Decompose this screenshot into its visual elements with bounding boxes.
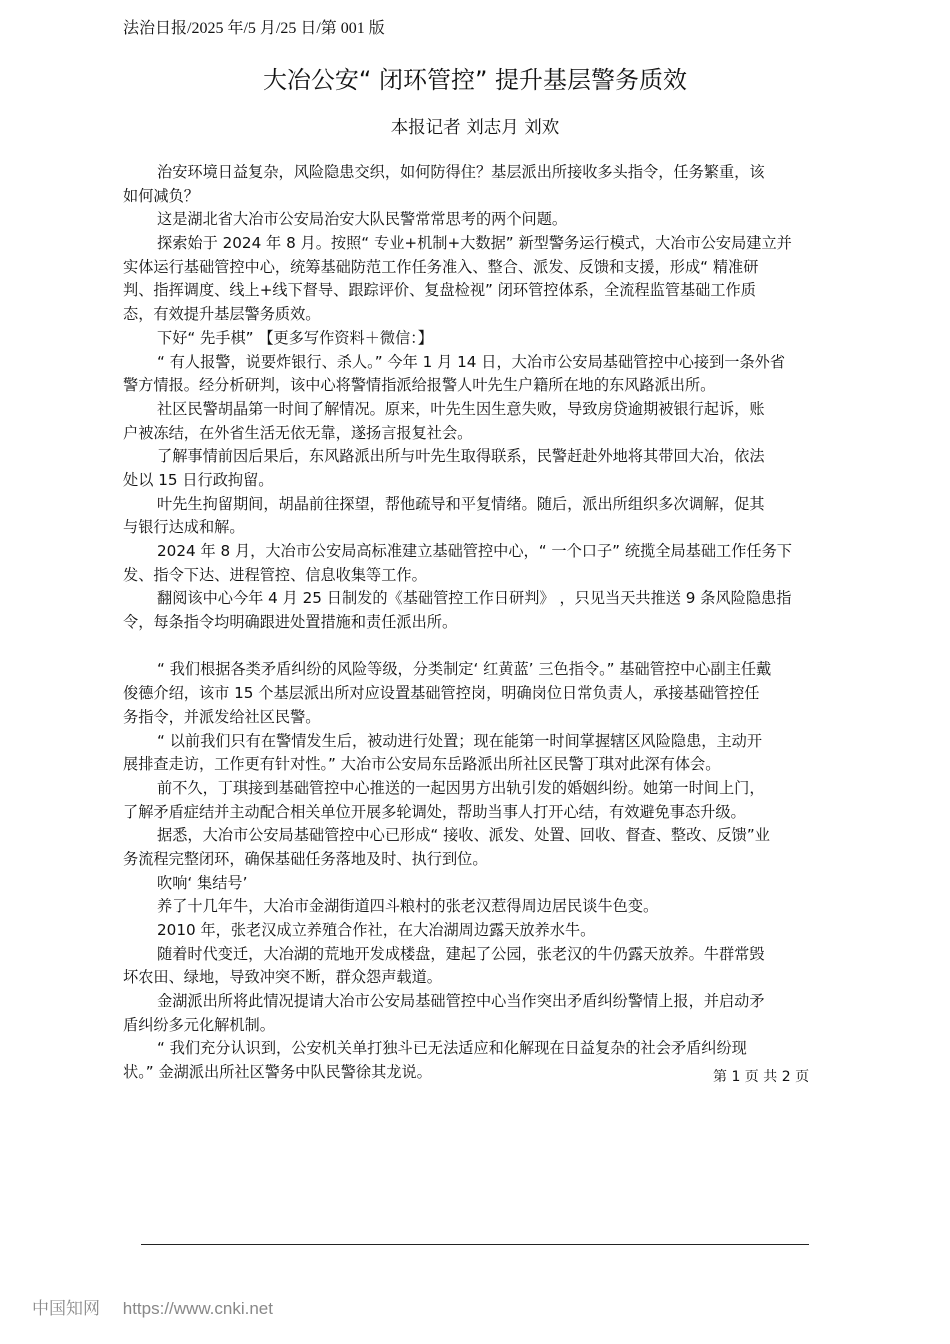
body-line: 户被冻结，在外省生活无依无靠，遂扬言报复社会。 — [123, 423, 473, 442]
body-line: 判、指挥调度、线上+线下督导、跟踪评价、复盘检视” 闭环管控体系，全流程监管基础工作质 — [123, 281, 756, 300]
body-line: 社区民警胡晶第一时间了解情况。原来，叶先生因生意失败，导致房贷逾期被银行起诉，账 — [157, 399, 765, 418]
body-line: 处以 15 日行政拘留。 — [123, 470, 274, 489]
body-line: 翻阅该中心今年 4 月 25 日制发的《基础管控工作日研判》 ，只见当天共推送 9 条风险隐患指 — [157, 589, 792, 608]
body-line: 务指令，并派发给社区民警。 — [123, 707, 321, 726]
body-line: 展排查走访，工作更有针对性。” 大冶市公安局东岳路派出所社区民警丁琪对此深有体会。 — [123, 755, 721, 774]
body-line: 状。” 金湖派出所社区警务中队民警徐其龙说。 — [123, 1063, 432, 1082]
body-line: 盾纠纷多元化解机制。 — [123, 1015, 275, 1034]
body-line: 了解事情前因后果后，东风路派出所与叶先生取得联系，民警赶赴外地将其带回大冶，依法 — [157, 447, 765, 466]
body-line: 警方情报。经分析研判，该中心将警情指派给报警人叶先生户籍所在地的东风路派出所。 — [123, 376, 716, 395]
page-number: 第 1 页 共 2 页 — [713, 1069, 810, 1085]
body-line: 如何减负？ — [123, 186, 199, 205]
body-line: 治安环境日益复杂，风险隐患交织，如何防得住？基层派出所接收多头指令，任务繁重，该 — [157, 163, 765, 181]
body-line: 令，每条指令均明确跟进处置措施和责任派出所。 — [123, 613, 458, 632]
body-line: 养了十几年牛，大冶市金湖街道四斗粮村的张老汉惹得周边居民谈牛色变。 — [157, 897, 659, 916]
publication-source: 法治日报/2025 年/5 月/25 日/第 001 版 — [123, 20, 385, 37]
body-line: “ 以前我们只有在警情发生后，被动进行处置；现在能第一时间掌握辖区风险隐患，主动开 — [157, 731, 763, 750]
body-line: 态，有效提升基层警务质效。 — [123, 305, 321, 324]
body-line: 发、指令下达、进程管控、信息收集等工作。 — [123, 565, 427, 584]
body-line: 叶先生拘留期间，胡晶前往探望，帮他疏导和平复情绪。随后，派出所组织多次调解，促其 — [157, 494, 765, 513]
body-line: 这是湖北省大冶市公安局治安大队民警常常思考的两个问题。 — [157, 210, 568, 229]
footer-divider — [141, 1244, 809, 1245]
body-line: 探索始于 2024 年 8 月。按照“ 专业+机制+大数据” 新型警务运行模式，大冶市公安局建立并 — [157, 234, 792, 253]
body-line: 金湖派出所将此情况提请大冶市公安局基础管控中心当作突出矛盾纠纷警情上报，并启动矛 — [157, 992, 765, 1011]
body-line: 务流程完整闭环，确保基础任务落地及时、执行到位。 — [123, 849, 488, 868]
cnki-logo: 中国知网 — [32, 1299, 100, 1318]
body-line: 下好“ 先手棋” 【更多写作资料＋微信：】 — [157, 328, 433, 347]
body-line: “ 我们充分认识到，公安机关单打独斗已无法适应和化解现在日益复杂的社会矛盾纠纷现 — [157, 1039, 747, 1058]
body-line: 俊德介绍，该市 15 个基层派出所对应设置基础管控岗，明确岗位日常负责人，承接基础管控任 — [123, 684, 760, 703]
body-line: 吹响‘ 集结号’ — [157, 873, 248, 892]
body-line: 坏农田、绿地，导致冲突不断，群众怨声载道。 — [123, 968, 442, 987]
blank-line — [123, 635, 833, 659]
body-line: 2024 年 8 月，大冶市公安局高标准建立基础管控中心，“ 一个口子” 统揽全局基础工作任务下 — [157, 542, 792, 560]
cnki-footer — [32, 1294, 273, 1319]
body-line: 据悉，大冶市公安局基础管控中心已形成“ 接收、派发、处置、回收、督查、整改、反馈”业 — [157, 826, 770, 845]
article-body — [123, 161, 833, 1085]
body-line: 了解矛盾症结并主动配合相关单位开展多轮调处，帮助当事人打开心结，有效避免事态升级。 — [123, 802, 746, 821]
body-line: 实体运行基础管控中心，统筹基础防范工作任务准入、整合、派发、反馈和支援，形成“ 精准研 — [123, 257, 759, 276]
body-line: 与银行达成和解。 — [123, 518, 245, 537]
body-line: “ 我们根据各类矛盾纠纷的风险等级，分类制定‘ 红黄蓝’ 三色指令。” 基础管控中心副主任戴 — [157, 660, 772, 679]
body-line: “ 有人报警，说要炸银行、杀人。” 今年 1 月 14 日，大冶市公安局基础管控中心接到一条外省 — [157, 352, 786, 371]
article-title: 大冶公安“ 闭环管控” 提升基层警务质效 — [262, 66, 688, 94]
body-line: 2010 年，张老汉成立养殖合作社，在大冶湖周边露天放养水牛。 — [157, 921, 596, 939]
article-byline: 本报记者 刘志月 刘欢 — [390, 118, 560, 138]
cnki-url[interactable]: https://www.cnki.net — [122, 1299, 273, 1318]
body-line: 随着时代变迁，大冶湖的荒地开发成楼盘，建起了公园，张老汉的牛仍露天放养。牛群常毁 — [157, 944, 765, 963]
body-line: 前不久，丁琪接到基础管控中心推送的一起因男方出轨引发的婚姻纠纷。她第一时间上门， — [157, 778, 765, 797]
